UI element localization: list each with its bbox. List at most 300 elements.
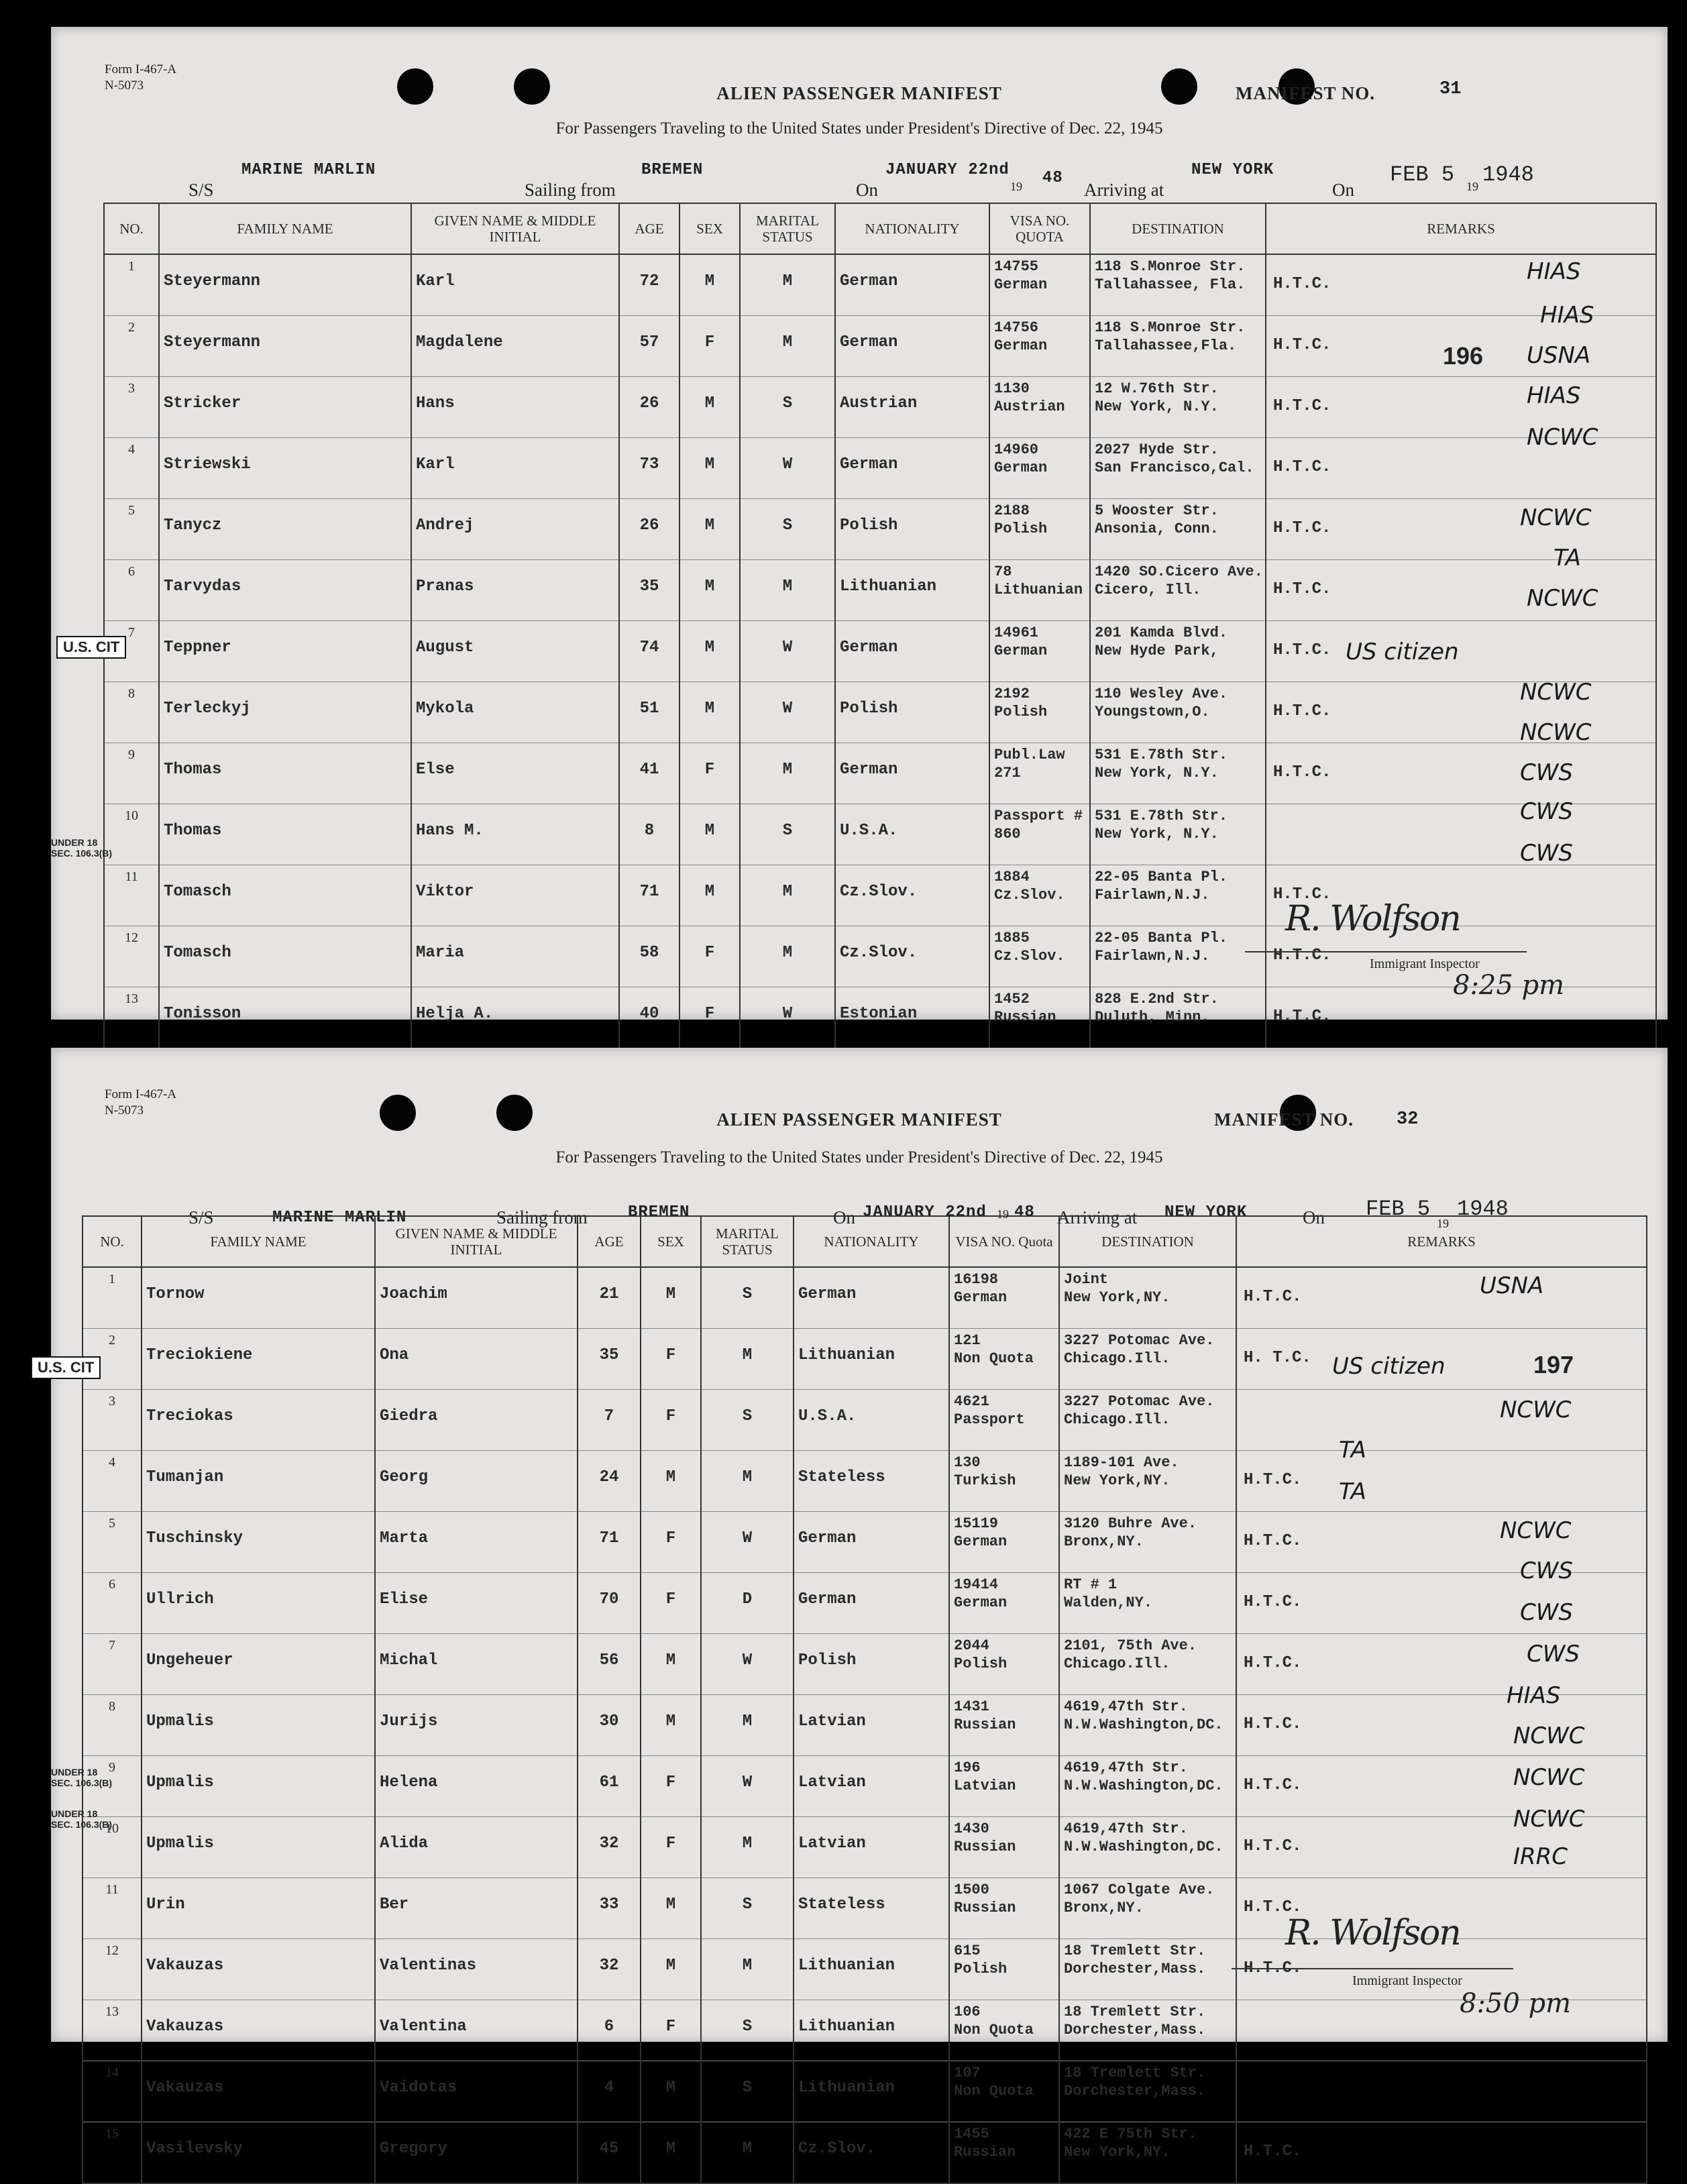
sex-cell: M [641, 2122, 701, 2184]
no-cell: 10 [83, 1817, 142, 1878]
destination-street: 4619,47th Str. [1064, 1759, 1188, 1776]
nationality-cell: U.S.A. [835, 804, 989, 865]
marital-cell: M [740, 865, 835, 926]
marital-cell: M [740, 926, 835, 987]
nationality-cell: Lithuanian [794, 1329, 949, 1390]
quota: Passport [954, 1411, 1025, 1428]
given-cell: Joachim [375, 1267, 578, 1329]
marital-cell: W [701, 1634, 794, 1695]
table-row [83, 1390, 1647, 1451]
family-cell: Thomas [159, 804, 411, 865]
handwritten-remark: TA [1339, 1478, 1366, 1505]
destination-cell [1059, 1329, 1236, 1390]
visa-cell [949, 1573, 1059, 1634]
destination-street: 3227 Potomac Ave. [1064, 1332, 1215, 1349]
quota: Russian [954, 2144, 1016, 2161]
destination-cell [1090, 316, 1266, 377]
age-cell: 71 [619, 865, 679, 926]
destination-city: Ansonia, Conn. [1095, 521, 1219, 537]
handwritten-remark: CWS [1520, 1599, 1573, 1626]
destination-street: 118 S.Monroe Str. [1095, 258, 1246, 275]
us-citizen-stamp: U.S. CIT [31, 1356, 101, 1379]
family-cell: Upmalis [142, 1756, 375, 1817]
remarks-cell: H.T.C. [1236, 1512, 1647, 1573]
ship-label: S/S [188, 1207, 214, 1227]
manifest-no-value: 32 [1397, 1109, 1419, 1130]
column-header: AGE [578, 1216, 641, 1267]
manifest-sheet-31: Form I-467-A N-5073 ALIEN PASSENGER MANIFEST MANIFEST NO. 31 For Passengers Traveling to the United States under President's Directive of Dec. 22, 1945 S/S MARINE MARLIN Sailing from BREMEN On JANUARY 22nd 19 48 Arriving at NEW YORK On FEB 5 19 1948 NO. FAMILY NAME GIVEN NAME & MIDDLE INITIAL AGE SEX MARITAL STATUS NATIONALITY VISA NO. QUOTA DESTINATION REMARKS 1 Steyermann Karl 72 M M German 14755 German 118 S.Monroe Str. Tallahassee, Fla. H.T.C. 2 Steyermann Magdalene 57 F M German 14756 German 118 S.Monroe Str. Tallahassee,Fla. H.T.C. 3 Stricker Hans 26 M S Austrian 1130 Austrian 12 W.76th Str. New York, N.Y. H.T.C. 4 Striewski Karl 73 M W German 14960 German 2027 Hyde Str. San Francisco,Cal. H.T.C. 5 Tanycz Andrej 26 M S Polish 2188 Polish 5 Wooster Str. Ansonia, Conn. H.T.C. 6 Tarvydas Pranas 35 M M Lithuanian 78 Lithuanian 1420 SO.Cicero Ave. Cicero, Ill. H.T.C. 7 Teppner August 74 M W German 14961 German 201 Kamda Blvd. New Hyde Park, H.T.C. 8 Terleckyj Mykola 51 M W Polish 2192 Polish 110 Wesley Ave. Youngstown,O. H.T.C. 9 Thomas Else 41 F M German Publ.Law 271 531 E.78th Str. New York, N.Y. H.T.C. 10 Thomas Hans M. 8 M S U.S.A. Passport # 860 531 E.78th Str. New York, N.Y. 11 Tomasch Viktor 71 M M Cz.Slov. 1884 Cz.Slov. 22-05 Banta Pl. Fairlawn,N.J. H.T.C. 12 Tomasch Maria 58 F M Cz.Slov. 1885 Cz.Slov. 22-05 Banta Pl. Fairlawn,N.J. H.T.C. 13 Tonisson Helja A. 40 F W Estonian 1452 Russian 828 E.2nd Str. Duluth, Minn. H.T.C. HIAS HIAS 196 USNA HIAS NCWC NCWC TA NCWC US citizen NCWC NCWC CWS CWS CWS U.S. CIT UNDER 18 SEC. 106.3(B) R. Wolfson Immigrant Inspector 8:25 pm [51, 27, 1668, 1020]
nationality-cell: Polish [835, 499, 989, 560]
given-cell: Karl [411, 254, 619, 316]
destination-street: 5 Wooster Str. [1095, 502, 1219, 519]
family-cell: Upmalis [142, 1817, 375, 1878]
remarks-cell: H.T.C. [1266, 499, 1656, 560]
destination-cell [1090, 926, 1266, 987]
remarks-cell: H. T.C. [1236, 1329, 1647, 1390]
nationality-cell: Polish [794, 1634, 949, 1695]
visa-no: 1430 [954, 1820, 989, 1837]
destination-cell [1059, 1512, 1236, 1573]
destination-city: Tallahassee, Fla. [1095, 276, 1246, 293]
family-cell: Tanycz [159, 499, 411, 560]
handwritten-remark: NCWC [1520, 504, 1592, 531]
column-header: GIVEN NAME & MIDDLE INITIAL [411, 203, 619, 254]
quota: German [954, 1533, 1008, 1550]
destination-cell [1090, 560, 1266, 621]
handwritten-remark: USNA [1480, 1272, 1544, 1299]
family-cell: Ungeheuer [142, 1634, 375, 1695]
visa-no: Publ.Law [994, 747, 1065, 763]
us-citizen-stamp: U.S. CIT [56, 636, 126, 659]
handwritten-remark: NCWC [1520, 679, 1592, 706]
destination-cell [1059, 1573, 1236, 1634]
destination-cell [1090, 987, 1266, 1048]
marital-cell: W [740, 621, 835, 682]
visa-no: 1130 [994, 380, 1030, 397]
visa-no: 107 [954, 2065, 981, 2081]
visa-cell [989, 560, 1090, 621]
table-row [104, 316, 1656, 377]
table-row [83, 2122, 1647, 2184]
quota: Russian [954, 1716, 1016, 1733]
arrival-year: 1948 [1482, 162, 1534, 187]
visa-cell [949, 1695, 1059, 1756]
destination-city: Bronx,NY. [1064, 1900, 1144, 1916]
destination-street: 2101, 75th Ave. [1064, 1637, 1197, 1654]
sex-cell: M [641, 1878, 701, 1939]
quota: Russian [954, 1839, 1016, 1855]
column-header: DESTINATION [1090, 203, 1266, 254]
no-cell: 10 [104, 804, 159, 865]
family-cell: Tomasch [159, 865, 411, 926]
destination-city: Dorchester,Mass. [1064, 1961, 1206, 1977]
table-row [83, 1634, 1647, 1695]
handwritten-remark: NCWC [1520, 719, 1592, 746]
destination-cell [1059, 2000, 1236, 2061]
age-cell: 74 [619, 621, 679, 682]
destination-cell [1059, 1939, 1236, 2000]
family-cell: Steyermann [159, 254, 411, 316]
destination-street: 422 E 75th Str. [1064, 2126, 1197, 2142]
family-cell: Treciokas [142, 1390, 375, 1451]
handwritten-remark: CWS [1520, 759, 1573, 786]
table-row [83, 1267, 1647, 1329]
destination-street: 22-05 Banta Pl. [1095, 930, 1228, 946]
visa-no: 615 [954, 1943, 981, 1959]
visa-cell [989, 316, 1090, 377]
family-cell: Urin [142, 1878, 375, 1939]
signature-line [1245, 951, 1527, 952]
visa-cell [989, 254, 1090, 316]
visa-no: 15119 [954, 1515, 999, 1532]
marital-cell: M [701, 1939, 794, 2000]
quota: 271 [994, 765, 1021, 781]
nationality-cell: German [835, 438, 989, 499]
destination-street: 2027 Hyde Str. [1095, 441, 1219, 458]
handwritten-remark: HIAS [1540, 302, 1594, 329]
sex-cell: F [679, 926, 740, 987]
age-cell: 73 [619, 438, 679, 499]
handwritten-remark: NCWC [1513, 1723, 1585, 1749]
remarks-cell: H.T.C. [1266, 987, 1656, 1048]
quota: Lithuanian [994, 582, 1083, 598]
departure-date: JANUARY 22nd [885, 161, 1010, 179]
no-cell: 12 [83, 1939, 142, 2000]
table-row [83, 2000, 1647, 2061]
given-cell: Andrej [411, 499, 619, 560]
sex-cell: F [679, 987, 740, 1048]
destination-cell [1059, 2061, 1236, 2122]
column-header: MARITAL STATUS [701, 1216, 794, 1267]
ship-name: MARINE MARLIN [272, 1209, 407, 1227]
visa-cell [949, 1451, 1059, 1512]
quota: Russian [994, 1009, 1056, 1026]
table-row [104, 438, 1656, 499]
destination-cell [1090, 865, 1266, 926]
destination-cell [1059, 1817, 1236, 1878]
visa-cell [949, 2061, 1059, 2122]
given-cell: Georg [375, 1451, 578, 1512]
visa-no: 16198 [954, 1271, 999, 1288]
age-cell: 35 [578, 1329, 641, 1390]
visa-cell [949, 1817, 1059, 1878]
quota: Non Quota [954, 2022, 1034, 2038]
given-cell: Michal [375, 1634, 578, 1695]
destination-city: Duluth, Minn. [1095, 1009, 1210, 1026]
given-cell: August [411, 621, 619, 682]
sex-cell: M [641, 1695, 701, 1756]
destination-street: 18 Tremlett Str. [1064, 2065, 1206, 2081]
family-cell: Stricker [159, 377, 411, 438]
visa-no: 2192 [994, 686, 1030, 702]
table-row [83, 1756, 1647, 1817]
destination-cell [1090, 438, 1266, 499]
destination-cell [1059, 1756, 1236, 1817]
given-cell: Helja A. [411, 987, 619, 1048]
visa-cell [949, 1329, 1059, 1390]
sex-cell: M [679, 865, 740, 926]
destination-city: Chicago.Ill. [1064, 1350, 1171, 1367]
destination-cell [1090, 621, 1266, 682]
no-cell: 2 [104, 316, 159, 377]
marital-cell: M [740, 743, 835, 804]
nationality-cell: Polish [835, 682, 989, 743]
quota: 860 [994, 826, 1021, 842]
visa-no: 2188 [994, 502, 1030, 519]
quota: German [994, 276, 1048, 293]
no-cell: 8 [104, 682, 159, 743]
no-cell: 9 [104, 743, 159, 804]
arrival-date: FEB 5 [1390, 162, 1455, 187]
remarks-cell: H.T.C. [1236, 1756, 1647, 1817]
column-header: DESTINATION [1059, 1216, 1236, 1267]
marital-cell: S [740, 377, 835, 438]
remarks-cell: H.T.C. [1236, 2122, 1647, 2184]
visa-cell [949, 1878, 1059, 1939]
handwritten-remark: IRRC [1513, 1843, 1568, 1870]
nationality-cell: Stateless [794, 1451, 949, 1512]
column-header: NATIONALITY [835, 203, 989, 254]
no-cell: 7 [104, 621, 159, 682]
column-header: VISA NO. Quota [949, 1216, 1059, 1267]
quota: Non Quota [954, 2083, 1034, 2099]
manifest-subtitle: For Passengers Traveling to the United States under President's Directive of Dec. 22, 1945 [555, 119, 1163, 138]
quota: Cz.Slov. [994, 887, 1065, 904]
sex-cell: F [641, 1573, 701, 1634]
family-cell: Tonisson [159, 987, 411, 1048]
family-cell: Upmalis [142, 1695, 375, 1756]
marital-cell: M [740, 560, 835, 621]
visa-no: 78 [994, 563, 1012, 580]
given-cell: Else [411, 743, 619, 804]
manifest-title: ALIEN PASSENGER MANIFEST [716, 83, 1002, 103]
sailing-label: Sailing from [525, 180, 616, 200]
handwritten-remark: NCWC [1500, 1397, 1572, 1423]
destination-city: Bronx,NY. [1064, 1533, 1144, 1550]
family-cell: Tumanjan [142, 1451, 375, 1512]
destination-city: New York, N.Y. [1095, 826, 1219, 842]
no-cell: 5 [104, 499, 159, 560]
ship-name: MARINE MARLIN [241, 161, 376, 179]
given-cell: Valentina [375, 2000, 578, 2061]
handwritten-remark: NCWC [1527, 424, 1598, 451]
nationality-cell: Cz.Slov. [794, 2122, 949, 2184]
destination-city: New Hyde Park, [1095, 643, 1219, 659]
destination-street: 12 W.76th Str. [1095, 380, 1219, 397]
time-note: 8:25 pm [1453, 970, 1565, 1001]
visa-no: 196 [954, 1759, 981, 1776]
table-row [104, 682, 1656, 743]
handwritten-remark: HIAS [1527, 258, 1581, 285]
sex-cell: F [641, 2000, 701, 2061]
given-cell: Alida [375, 1817, 578, 1878]
nationality-cell: Cz.Slov. [835, 926, 989, 987]
destination-city: New York, N.Y. [1095, 765, 1219, 781]
family-cell: Treciokiene [142, 1329, 375, 1390]
visa-cell [989, 621, 1090, 682]
table-row [104, 987, 1656, 1048]
marital-cell: W [740, 438, 835, 499]
remarks-cell: H.T.C. [1236, 1695, 1647, 1756]
arriving-at: NEW YORK [1191, 161, 1274, 179]
given-cell: Ber [375, 1878, 578, 1939]
visa-cell [949, 1512, 1059, 1573]
given-cell: Mykola [411, 682, 619, 743]
quota: Russian [954, 1900, 1016, 1916]
marital-cell: M [740, 316, 835, 377]
visa-no: 14756 [994, 319, 1039, 336]
quota: German [994, 459, 1048, 476]
family-cell: Striewski [159, 438, 411, 499]
table-row [83, 1695, 1647, 1756]
table-row [83, 1573, 1647, 1634]
visa-no: 1500 [954, 1881, 989, 1898]
handwritten-remark: NCWC [1500, 1517, 1572, 1544]
visa-cell [949, 1390, 1059, 1451]
remarks-cell: H.T.C. [1266, 743, 1656, 804]
marital-cell: S [701, 2061, 794, 2122]
destination-cell [1059, 1878, 1236, 1939]
given-cell: Hans [411, 377, 619, 438]
form-id: Form I-467-A N-5073 [105, 62, 177, 93]
destination-street: 4619,47th Str. [1064, 1820, 1188, 1837]
quota: German [994, 337, 1048, 354]
destination-street: Joint [1064, 1271, 1109, 1288]
quota: Turkish [954, 1472, 1016, 1489]
table-header [83, 1216, 1647, 1267]
visa-cell [989, 804, 1090, 865]
destination-street: 531 E.78th Str. [1095, 747, 1228, 763]
quota: Polish [994, 704, 1048, 720]
quota: Polish [994, 521, 1048, 537]
visa-no: 1884 [994, 869, 1030, 885]
column-header: NO. [83, 1216, 142, 1267]
table-row [104, 743, 1656, 804]
destination-city: Tallahassee,Fla. [1095, 337, 1237, 354]
sex-cell: M [679, 377, 740, 438]
quota: Latvian [954, 1778, 1016, 1794]
departure-date: JANUARY 22nd [863, 1203, 987, 1221]
age-cell: 41 [619, 743, 679, 804]
column-header: NO. [104, 203, 159, 254]
remarks-cell: H.T.C. [1236, 1939, 1647, 2000]
nationality-cell: German [794, 1573, 949, 1634]
age-cell: 6 [578, 2000, 641, 2061]
no-cell: 6 [104, 560, 159, 621]
nationality-cell: German [835, 316, 989, 377]
passenger-table [103, 203, 1657, 1171]
time-note: 8:50 pm [1460, 1988, 1572, 2019]
destination-street: 3227 Potomac Ave. [1064, 1393, 1215, 1410]
age-cell: 71 [578, 1512, 641, 1573]
destination-city: New York,NY. [1064, 1472, 1171, 1489]
destination-street: 4619,47th Str. [1064, 1698, 1188, 1715]
remarks-cell: H.T.C. [1236, 1451, 1647, 1512]
remarks-cell: H.T.C. [1236, 1267, 1647, 1329]
destination-cell [1059, 1634, 1236, 1695]
no-cell: 3 [83, 1390, 142, 1451]
sex-cell: M [641, 2061, 701, 2122]
destination-city: San Francisco,Cal. [1095, 459, 1254, 476]
visa-cell [949, 1634, 1059, 1695]
table-row [83, 1512, 1647, 1573]
sailing-label: Sailing from [496, 1207, 588, 1227]
visa-cell [989, 682, 1090, 743]
sex-cell: M [679, 438, 740, 499]
age-cell: 26 [619, 377, 679, 438]
destination-city: Dorchester,Mass. [1064, 2022, 1206, 2038]
visa-cell [989, 987, 1090, 1048]
remarks-cell: H.T.C. [1266, 254, 1656, 316]
destination-cell [1090, 743, 1266, 804]
no-cell: 11 [83, 1878, 142, 1939]
quota: German [994, 643, 1048, 659]
age-cell: 24 [578, 1451, 641, 1512]
visa-cell [989, 865, 1090, 926]
family-cell: Steyermann [159, 316, 411, 377]
marital-cell: W [740, 987, 835, 1048]
age-cell: 58 [619, 926, 679, 987]
visa-cell [949, 2122, 1059, 2184]
destination-city: Fairlawn,N.J. [1095, 887, 1210, 904]
destination-city: Youngstown,O. [1095, 704, 1210, 720]
family-cell: Vakauzas [142, 2061, 375, 2122]
family-cell: Vasilevsky [142, 2122, 375, 2184]
family-cell: Tarvydas [159, 560, 411, 621]
given-cell: Hans M. [411, 804, 619, 865]
handwritten-remark: CWS [1520, 798, 1573, 825]
quota: Polish [954, 1655, 1008, 1672]
visa-cell [989, 438, 1090, 499]
destination-city: N.W.Washington,DC. [1064, 1716, 1223, 1733]
remarks-cell: H.T.C. [1236, 1878, 1647, 1939]
marital-cell: W [740, 682, 835, 743]
column-header: GIVEN NAME & MIDDLE INITIAL [375, 1216, 578, 1267]
arrival-year: 1948 [1457, 1197, 1509, 1221]
table-row [83, 2061, 1647, 2122]
sex-cell: M [679, 560, 740, 621]
nationality-cell: Lithuanian [794, 2000, 949, 2061]
remarks-cell: H.T.C. [1266, 621, 1656, 682]
column-header: MARITAL STATUS [740, 203, 835, 254]
given-cell: Elise [375, 1573, 578, 1634]
sex-cell: M [641, 1939, 701, 2000]
sex-cell: F [679, 743, 740, 804]
marital-cell: S [740, 804, 835, 865]
remarks-cell [1266, 804, 1656, 865]
nationality-cell: German [835, 254, 989, 316]
handwritten-remark: NCWC [1513, 1806, 1585, 1833]
visa-no: 1885 [994, 930, 1030, 946]
destination-street: 1067 Colgate Ave. [1064, 1881, 1215, 1898]
handwritten-remark: CWS [1520, 840, 1573, 867]
age-cell: 30 [578, 1695, 641, 1756]
visa-no: 14755 [994, 258, 1039, 275]
marital-cell: W [701, 1756, 794, 1817]
quota: German [954, 1289, 1008, 1306]
visa-no: 121 [954, 1332, 981, 1349]
family-cell: Tomasch [159, 926, 411, 987]
given-cell: Helena [375, 1756, 578, 1817]
marital-cell: W [701, 1512, 794, 1573]
visa-cell [989, 926, 1090, 987]
quota: Non Quota [954, 1350, 1034, 1367]
stamp-number: 196 [1443, 342, 1484, 370]
remarks-cell: H.T.C. [1266, 316, 1656, 377]
no-cell: 5 [83, 1512, 142, 1573]
remarks-cell [1236, 2000, 1647, 2061]
remarks-cell: H.T.C. [1266, 926, 1656, 987]
